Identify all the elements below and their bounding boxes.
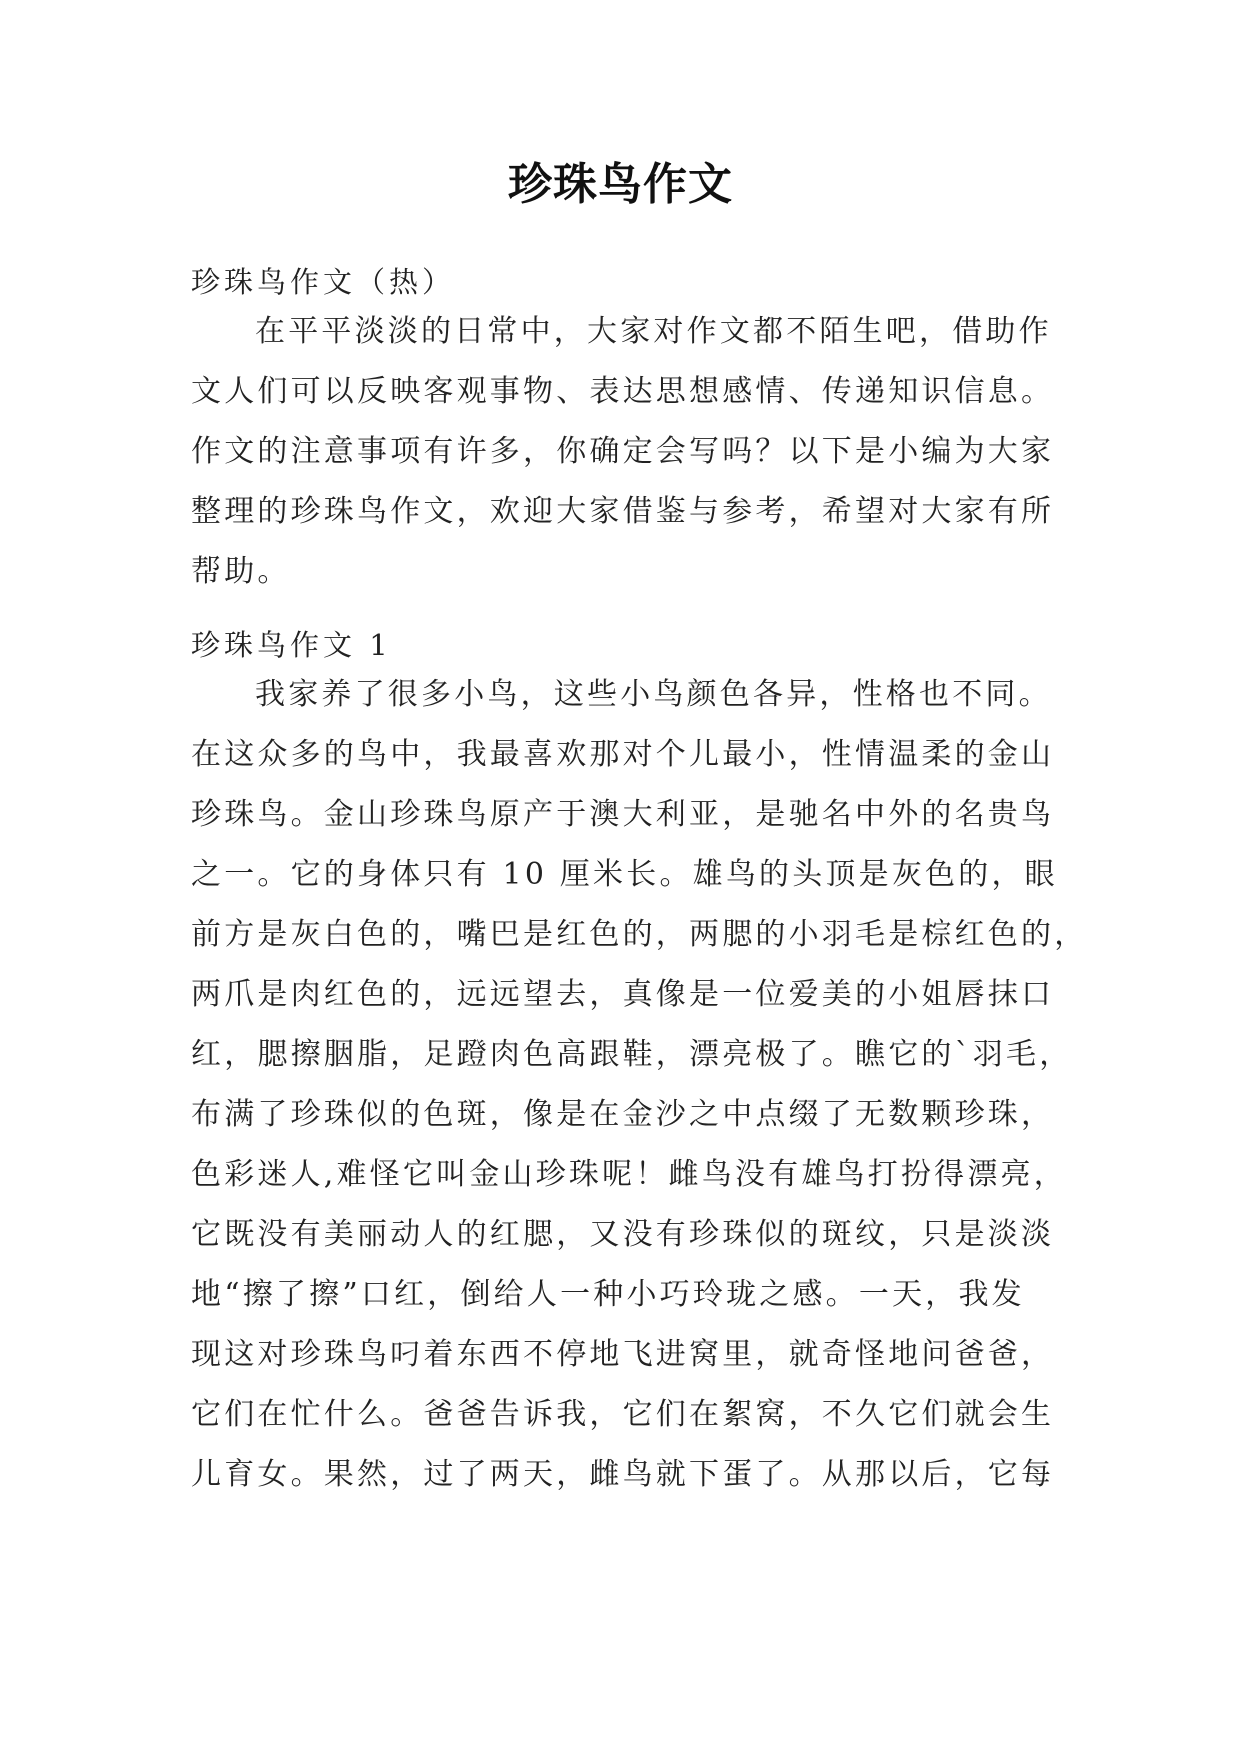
paragraph-line: 珍珠鸟。金山珍珠鸟原产于澳大利亚，是驰名中外的名贵鸟	[191, 797, 1055, 832]
paragraph-line: 之一。它的身体只有 10 厘米长。雄鸟的头顶是灰色的，眼	[191, 857, 1058, 892]
paragraph-line: 作文的注意事项有许多，你确定会写吗？以下是小编为大家	[191, 434, 1055, 469]
essay1-paragraph	[191, 665, 1088, 1505]
paragraph-line: 地“擦了擦”口红，倒给人一种小巧玲珑之感。一天，我发	[191, 1277, 1025, 1312]
intro-paragraph	[191, 302, 1071, 602]
paragraph-line: 帮助。	[191, 554, 291, 589]
paragraph-line: 儿育女。果然，过了两天，雌鸟就下蛋了。从那以后，它每	[191, 1457, 1055, 1492]
paragraph-line: 它既没有美丽动人的红腮，又没有珍珠似的斑纹，只是淡淡	[191, 1217, 1055, 1252]
paragraph-line: 它们在忙什么。爸爸告诉我，它们在絮窝，不久它们就会生	[191, 1397, 1055, 1432]
paragraph-line: 两爪是肉红色的，远远望去，真像是一位爱美的小姐唇抹口	[191, 977, 1055, 1012]
paragraph-line: 我家养了很多小鸟，这些小鸟颜色各异，性格也不同。	[255, 677, 1052, 712]
paragraph-line: 在这众多的鸟中，我最喜欢那对个儿最小，性情温柔的金山	[191, 737, 1055, 772]
paragraph-line: 前方是灰白色的，嘴巴是红色的，两腮的小羽毛是棕红色的，	[191, 917, 1088, 952]
paragraph-line: 整理的珍珠鸟作文，欢迎大家借鉴与参考，希望对大家有所	[191, 494, 1055, 529]
paragraph-line: 文人们可以反映客观事物、表达思想感情、传递知识信息。	[191, 374, 1055, 409]
paragraph-line: 布满了珍珠似的色斑，像是在金沙之中点缀了无数颗珍珠，	[191, 1097, 1055, 1132]
paragraph-line: 红，腮擦胭脂，足蹬肉色高跟鞋，漂亮极了。瞧它的`羽毛，	[191, 1037, 1073, 1072]
paragraph-line: 在平平淡淡的日常中，大家对作文都不陌生吧，借助作	[255, 314, 1052, 349]
paragraph-line: 现这对珍珠鸟叼着东西不停地飞进窝里，就奇怪地问爸爸，	[191, 1337, 1055, 1372]
paragraph-line: 色彩迷人,难怪它叫金山珍珠呢！雌鸟没有雄鸟打扮得漂亮，	[191, 1157, 1067, 1192]
document-title: 珍珠鸟作文	[508, 159, 733, 210]
intro-heading: 珍珠鸟作文（热）	[191, 265, 456, 299]
essay1-heading: 珍珠鸟作文 1	[191, 628, 392, 662]
